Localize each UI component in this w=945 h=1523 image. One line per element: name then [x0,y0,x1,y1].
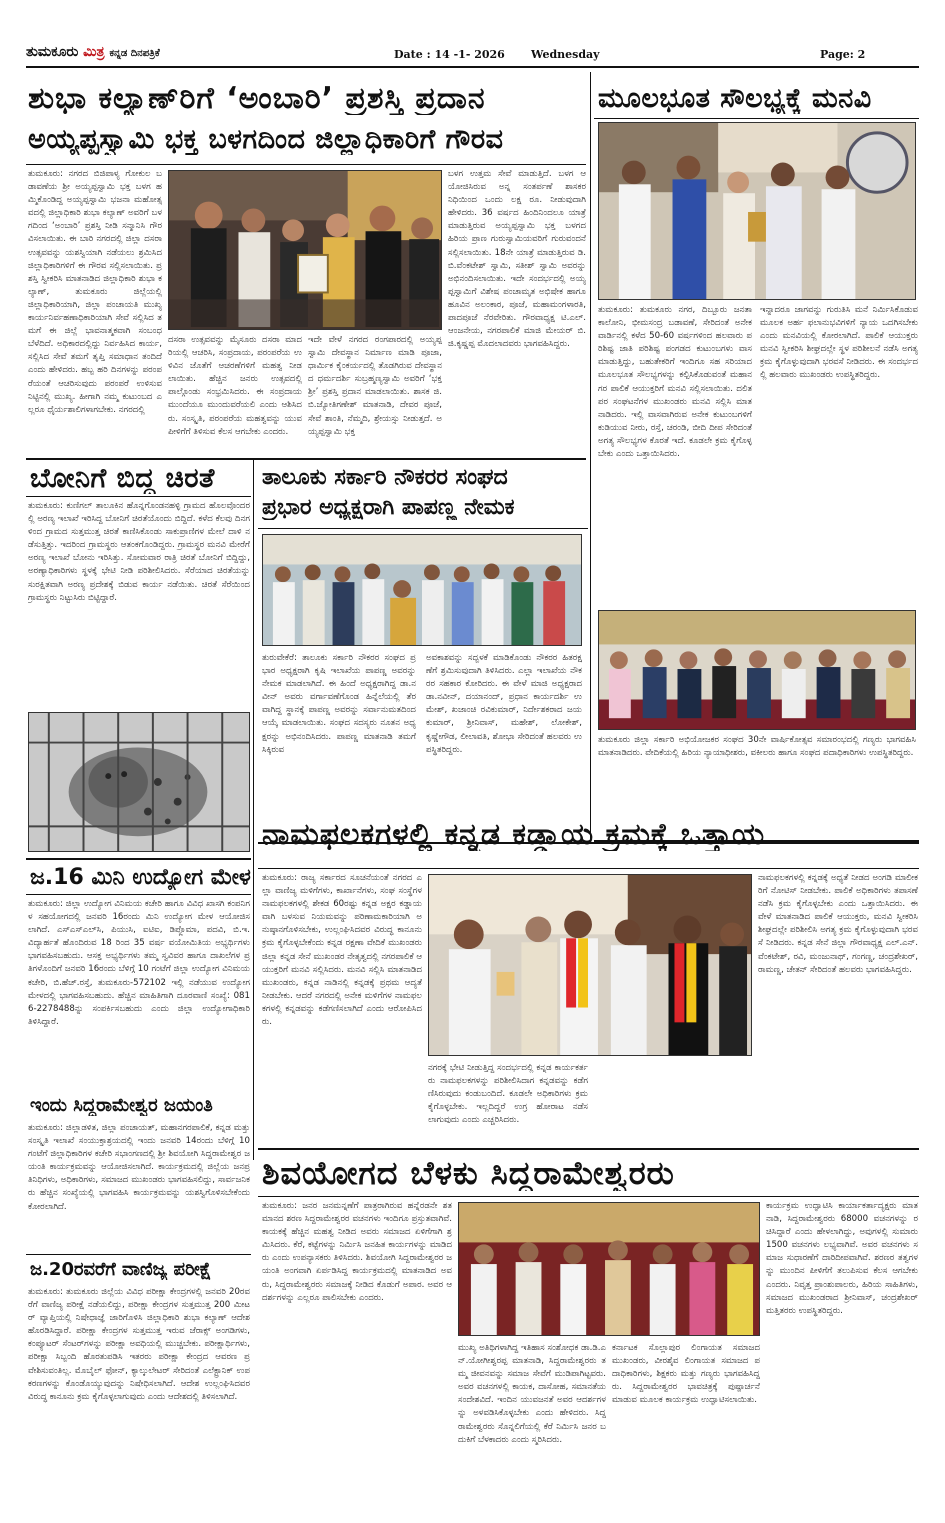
story1-body-col1: ತುಮಕೂರು: ನಗರದ ಬಿಜಿಪಾಳ್ಯ ಗೋಕುಲ ಬಡಾವಣೆಯ ಶ್ರೀ ಅಯ್ಯಪ್ಪಸ್ವಾಮಿ ಭಕ್ತ ಬಳಗ ಹಮ್ಮಿಕೊಂಡಿದ್ದ ಅಯ್ಯಪ್ಪಸ್ವಾಮಿ ಭಜನಾ ಮಹೋತ್ಸವದಲ್ಲಿ ಜಿಲ್ಲಾಧಿಕಾರಿ ಶುಭಾ ಕಲ್ಯಾಣ್ ಅವರಿಗೆ ಬಳಗದಿಂದ ‘ಅಂಬಾರಿ’ ಪ್ರಶಸ್ತಿ ನೀಡಿ ಸನ್ಮಾನಿಸಿ ಗೌರವಿಸಲಾಯಿತು. ಈ ಬಾರಿ ನಗರದಲ್ಲಿ ಜಿಲ್ಲಾ ದಸರಾ ಉತ್ಸವವನ್ನು ಯಶಸ್ವಿಯಾಗಿ ನಡೆಯಲು ಶ್ರಮಿಸಿದ ಜಿಲ್ಲಾಧಿಕಾರಿಗಳಿಗೆ ಈ ಗೌರವ ಸಲ್ಲಿಸಲಾಯಿತು. ಪ್ರಶಸ್ತಿ ಸ್ವೀಕರಿಸಿ ಮಾತನಾಡಿದ ಜಿಲ್ಲಾಧಿಕಾರಿ ಶುಭಾ ಕಲ್ಯಾಣ್, ತುಮಕೂರು ಜಿಲ್ಲೆಯಲ್ಲಿ ಜಿಲ್ಲಾಧಿಕಾರಿಯಾಗಿ, ಜಿಲ್ಲಾ ಪಂಚಾಯತಿ ಮುಖ್ಯ ಕಾರ್ಯನಿರ್ವಹಣಾಧಿಕಾರಿಯಾಗಿ ಸೇವೆ ಸಲ್ಲಿಸಿದ ತಮಗೆ ಈ ಜಿಲ್ಲೆ ಭಾವನಾತ್ಮಕವಾಗಿ ಸಂಬಂಧ ಬೆಳೆದಿದೆ. ಅಧಿಕಾರದಲ್ಲಿದ್ದು ನಿರ್ವಹಿಸಿದ ಕಾರ್ಯ, ಸಲ್ಲಿಸಿದ ಸೇವೆ ತಮಗೆ ತೃಪ್ತಿ ಸಮಾಧಾನ ತಂದಿದೆ ಎಂದು ಹೇಳಿದರು. ಹಬ್ಬ ಹರಿ ದಿನಗಳನ್ನು ಪರಂಪರೆಯಂತೆ ಆಚರಿಸುವುದು ಪರಂಪರೆ ಉಳಿಸುವ ನಿಟ್ಟಿನಲ್ಲಿ ಮುಖ್ಯ. ಹೀಗಾಗಿ ನಮ್ಮ ಕುಟುಂಬದ ಎಲ್ಲರೂ ಧೈರ್ಯಶಾಲಿಗಳಾಗಬೇಕು. ನಗರದಲ್ಲಿ [28,169,162,415]
story1-headline: ಶುಭಾ ಕಲ್ಯಾಣ್‌ರಿಗೆ ‘ಅಂಬಾರಿ’ ಪ್ರಶಸ್ತಿ ಪ್ರದಾನ [28,82,486,115]
story3-headline: ಬೋನಿಗೆ ಬಿದ್ದ ಚಿರತೆ [30,464,215,494]
story1-photo [168,170,442,330]
story6-body: ತುಮಕೂರು: ಜಿಲ್ಲಾಡಳಿತ, ಜಿಲ್ಲಾ ಪಂಚಾಯತ್, ಮಹಾನಗರಪಾಲಿಕೆ, ಕನ್ನಡ ಮತ್ತು ಸಂಸ್ಕೃತಿ ಇಲಾಖೆ ಸಂಯುಕ್ತಾಶ್ರಯದಲ್ಲಿ ಇಂದು ಜನವರಿ 14ರಂದು ಬೆಳಿಗ್ಗೆ 10 ಗಂಟೆಗೆ ಜಿಲ್ಲಾಧಿಕಾರಿಗಳ ಕಚೇರಿ ಸಭಾಂಗಣದಲ್ಲಿ ಶ್ರೀ ಶಿವಯೋಗಿ ಸಿದ್ದರಾಮೇಶ್ವರ ಜಯಂತಿ ಕಾರ್ಯಕ್ರಮವನ್ನು ಆಯೋಜಿಸಲಾಗಿದೆ. ಕಾರ್ಯಕ್ರಮದಲ್ಲಿ ಜಿಲ್ಲೆಯ ಜನಪ್ರತಿನಿಧಿಗಳು, ಅಧಿಕಾರಿಗಳು, ಸಮಾಜದ ಮುಖಂಡರು ಭಾಗವಹಿಸಲಿದ್ದು, ಸಾರ್ವಜನಿಕರು ಹೆಚ್ಚಿನ ಸಂಖ್ಯೆಯಲ್ಲಿ ಭಾಗವಹಿಸಿ ಕಾರ್ಯಕ್ರಮವನ್ನು ಯಶಸ್ವಿಗೊಳಿಸಬೇಕೆಂದು ಕೋರಲಾಗಿದೆ. [28,1123,250,1212]
story4-photo [262,534,582,646]
title-brand: ಮಿತ್ರ [83,44,105,60]
story8-body-col2: ನಗರಕ್ಕೆ ಭೇಟಿ ನೀಡುತ್ತಿದ್ದ ಸಂದರ್ಭದಲ್ಲಿ ಕನ್ನಡ ಕಾರ್ಯಕರ್ತರು ನಾಮಫಲಕಗಳನ್ನು ಪರಿಶೀಲಿಸಿದಾಗ ಕನ್ನಡವನ್ನು ಕಡೆಗಣಿಸಿರುವುದು ಕಂಡುಬಂದಿದೆ. ಕೂಡಲೇ ಅಧಿಕಾರಿಗಳು ಕ್ರಮ ಕೈಗೊಳ್ಳಬೇಕು. ಇಲ್ಲದಿದ್ದರೆ ಉಗ್ರ ಹೋರಾಟ ನಡೆಸಲಾಗುವುದು ಎಂದು ಎಚ್ಚರಿಸಿದರು. [428,1063,588,1126]
divider [26,858,251,860]
story1-body-col3: ಇದೇ ವೇಳೆ ನಗರದ ರಂಗಪಾರದಲ್ಲಿ ಅಯ್ಯಪ್ಪ ಸ್ವಾಮಿ ದೇವಸ್ಥಾನ ನಿರ್ಮಾಣ ಮಾಡಿ ಪೂಜಾ, ಧಾರ್ಮಿಕ ಕೈಂಕರ್ಯದಲ್ಲಿ ತೊಡಗಿರುವ ದೇವಸ್ಥಾನದ ಧರ್ಮದರ್ಶಿ ಸುಬ್ರಹ್ಮಣ್ಯಸ್ವಾಮಿ ಅವರಿಗೆ ‘ಭಕ್ತ ಶ್ರೀ’ ಪ್ರಶಸ್ತಿ ಪ್ರದಾನ ಮಾಡಲಾಯಿತು. ಶಾಸಕ ಜಿ.ಬಿ.ಜ್ಯೋತಿಗಣೇಶ್ ಮಾತನಾಡಿ, ದೇವರ ಪೂಜೆ, ಸೇವೆ ಶಾಂತಿ, ನೆಮ್ಮದಿ, ಶ್ರೇಯಸ್ಸು ನೀಡುತ್ತದೆ. ಅಯ್ಯಪ್ಪಸ್ವಾಮಿ ಭಕ್ತ [308,335,442,437]
story4-subheadline: ಪ್ರಭಾರ ಅಧ್ಯಕ್ಷರಾಗಿ ಪಾಪಣ್ಣ ನೇಮಕ [262,496,515,520]
masthead [26,0,919,72]
story7-body: ತುಮಕೂರು: ತುಮಕೂರು ಜಿಲ್ಲೆಯ ವಿವಿಧ ಪರೀಕ್ಷಾ ಕೇಂದ್ರಗಳಲ್ಲಿ ಜನವರಿ 20ರವರೆಗೆ ವಾಣಿಜ್ಯ ಪರೀಕ್ಷೆ ನಡೆಯಲಿದ್ದು, ಪರೀಕ್ಷಾ ಕೇಂದ್ರಗಳ ಸುತ್ತಮುತ್ತ 200 ಮೀಟರ್ ವ್ಯಾಪ್ತಿಯಲ್ಲಿ ನಿಷೇಧಾಜ್ಞೆ ಜಾರಿಗೊಳಿಸಿ ಜಿಲ್ಲಾಧಿಕಾರಿ ಶುಭಾ ಕಲ್ಯಾಣ್ ಆದೇಶ ಹೊರಡಿಸಿದ್ದಾರೆ. ಪರೀಕ್ಷಾ ಕೇಂದ್ರಗಳ ಸುತ್ತಮುತ್ತ ಇರುವ ಜೆರಾಕ್ಸ್ ಅಂಗಡಿಗಳು, ಕಂಪ್ಯೂಟರ್ ಸೆಂಟರ್‌ಗಳನ್ನು ಪರೀಕ್ಷಾ ಅವಧಿಯಲ್ಲಿ ಮುಚ್ಚಬೇಕು. ಪರೀಕ್ಷಾರ್ಥಿಗಳು, ಪರೀಕ್ಷಾ ಸಿಬ್ಬಂದಿ ಹೊರತುಪಡಿಸಿ ಇತರರು ಪರೀಕ್ಷಾ ಕೇಂದ್ರದ ಆವರಣ ಪ್ರವೇಶಿಸುವಂತಿಲ್ಲ. ಮೊಬೈಲ್ ಫೋನ್, ಕ್ಯಾಲ್ಕುಲೇಟರ್ ಸೇರಿದಂತೆ ಎಲೆಕ್ಟ್ರಾನಿಕ್ ಉಪಕರಣಗಳನ್ನು ಕೊಂಡೊಯ್ಯುವುದನ್ನು ನಿಷೇಧಿಸಲಾಗಿದೆ. ಆದೇಶ ಉಲ್ಲಂಘಿಸಿದವರ ವಿರುದ್ಧ ಕಾನೂನು ಕ್ರಮ ಕೈಗೊಳ್ಳಲಾಗುವುದು ಎಂದು ಆದೇಶದಲ್ಲಿ ತಿಳಿಸಲಾಗಿದೆ. [28,1287,250,1402]
story2-body-col2: ಇನ್ನಾದರೂ ಜಾಗವನ್ನು ಗುರುತಿಸಿ ಮನೆ ನಿರ್ಮಿಸಿಕೊಡುವ ಮೂಲಕ ಅರ್ಹ ಫಲಾನುಭವಿಗಳಿಗೆ ನ್ಯಾಯ ಒದಗಿಸಬೇಕು ಎಂದು ಮನವಿಯಲ್ಲಿ ಕೋರಲಾಗಿದೆ. ಪಾಲಿಕೆ ಆಯುಕ್ತರು ಮನವಿ ಸ್ವೀಕರಿಸಿ ಶೀಘ್ರದಲ್ಲೇ ಸ್ಥಳ ಪರಿಶೀಲನೆ ನಡೆಸಿ ಅಗತ್ಯ ಕ್ರಮ ಕೈಗೊಳ್ಳುವುದಾಗಿ ಭರವಸೆ ನೀಡಿದರು. ಈ ಸಂದರ್ಭದಲ್ಲಿ ಹಲವಾರು ಮುಖಂಡರು ಉಪಸ್ಥಿತರಿದ್ದರು. [760,305,918,381]
story4-body-col1: ತುರುವೇಕೆರೆ: ತಾಲೂಕು ಸರ್ಕಾರಿ ನೌಕರರ ಸಂಘದ ಪ್ರಭಾರ ಅಧ್ಯಕ್ಷರಾಗಿ ಕೃಷಿ ಇಲಾಖೆಯ ಪಾಪಣ್ಣ ಅವರನ್ನು ನೇಮಕ ಮಾಡಲಾಗಿದೆ. ಈ ಹಿಂದೆ ಅಧ್ಯಕ್ಷರಾಗಿದ್ದ ಡಾ.ನವೀನ್ ಅವರು ವರ್ಗಾವಣೆಗೊಂಡ ಹಿನ್ನೆಲೆಯಲ್ಲಿ ತೆರವಾಗಿದ್ದ ಸ್ಥಾನಕ್ಕೆ ಪಾಪಣ್ಣ ಅವರನ್ನು ಸರ್ವಾನುಮತದಿಂದ ಆಯ್ಕೆ ಮಾಡಲಾಯಿತು. ಸಂಘದ ಸದಸ್ಯರು ನೂತನ ಅಧ್ಯಕ್ಷರನ್ನು ಅಭಿನಂದಿಸಿದರು. ಪಾಪಣ್ಣ ಮಾತನಾಡಿ ತಮಗೆ ಸಿಕ್ಕಿರುವ [262,653,416,755]
issue-date: Date : 14 -1- 2026 [394,48,505,61]
story8-headline: ನಾಮಫಲಕಗಳಲ್ಲಿ ಕನ್ನಡ ಕಡ್ಡಾಯ ಕ್ರಮಕ್ಕೆ ಒತ್ತಾಯ [262,818,766,851]
story7-headline: ಜ.20ರವರೆಗೆ ವಾಣಿಜ್ಯ ಪರೀಕ್ಷೆ [30,1260,212,1280]
divider [258,1148,919,1150]
story3-body: ತುಮಕೂರು: ಕುಣಿಗಲ್ ತಾಲೂಕಿನ ಹೊನ್ನಗೊಂಡನಹಳ್ಳಿ ಗ್ರಾಮದ ಹೊಲವೊಂದರಲ್ಲಿ ಅರಣ್ಯ ಇಲಾಖೆ ಇರಿಸಿದ್ದ ಬೋನಿಗೆ ಚಿರತೆಯೊಂದು ಬಿದ್ದಿದೆ. ಕಳೆದ ಕೆಲವು ದಿನಗಳಿಂದ ಗ್ರಾಮದ ಸುತ್ತಮುತ್ತ ಚಿರತೆ ಕಾಣಿಸಿಕೊಂಡು ಸಾಕುಪ್ರಾಣಿಗಳ ಮೇಲೆ ದಾಳಿ ನಡೆಸುತ್ತಿತ್ತು. ಇದರಿಂದ ಗ್ರಾಮಸ್ಥರು ಆತಂಕಗೊಂಡಿದ್ದರು. ಗ್ರಾಮಸ್ಥರ ಮನವಿ ಮೇರೆಗೆ ಅರಣ್ಯ ಇಲಾಖೆ ಬೋನು ಇರಿಸಿತ್ತು. ಸೋಮವಾರ ರಾತ್ರಿ ಚಿರತೆ ಬೋನಿಗೆ ಬಿದ್ದಿದ್ದು, ಅರಣ್ಯಾಧಿಕಾರಿಗಳು ಸ್ಥಳಕ್ಕೆ ಭೇಟಿ ನೀಡಿ ಪರಿಶೀಲಿಸಿದರು. ಸೆರೆಯಾದ ಚಿರತೆಯನ್ನು ಸುರಕ್ಷಿತವಾಗಿ ಅರಣ್ಯ ಪ್ರದೇಶಕ್ಕೆ ಬಿಡುವ ಕಾರ್ಯ ನಡೆಯಿತು. ಚಿರತೆ ಸೆರೆಯಿಂದ ಗ್ರಾಮಸ್ಥರು ನಿಟ್ಟುಸಿರು ಬಿಟ್ಟಿದ್ದಾರೆ. [28,501,250,603]
divider [26,894,251,895]
divider [594,118,919,119]
story1-body-col4: ಬಳಗ ಉತ್ತಮ ಸೇವೆ ಮಾಡುತ್ತಿದೆ. ಬಳಗ ಆಯೋಜಿಸಿರುವ ಅನ್ನ ಸಂತರ್ಪಣೆ ಶಾಸಕರ ನಿಧಿಯಿಂದ ಒಂದು ಲಕ್ಷ ರೂ. ನೀಡುವುದಾಗಿ ಹೇಳಿದರು. 36 ವರ್ಷದ ಹಿಂದಿನಿಂದಲೂ ಯಾತ್ರೆ ಮಾಡುತ್ತಿರುವ ಅಯ್ಯಪ್ಪಸ್ವಾಮಿ ಭಕ್ತ ಬಳಗದ ಹಿರಿಯ ಪ್ರಾಣ ಗುರುಸ್ವಾಮಿಯವರಿಗೆ ಗುರುವಂದನೆ ಸಲ್ಲಿಸಲಾಯಿತು. 18ನೇ ಯಾತ್ರೆ ಮಾಡುತ್ತಿರುವ ಡಿ.ಬಿ.ವೆಂಕಟೇಶ್ ಸ್ವಾಮಿ, ಸತೀಶ್ ಸ್ವಾಮಿ ಅವರನ್ನು ಅಭಿನಂದಿಸಲಾಯಿತು. ಇದೇ ಸಂದರ್ಭದಲ್ಲಿ ಅಯ್ಯಪ್ಪಸ್ವಾಮಿಗೆ ವಿಶೇಷ ಪಂಚಾಮೃತ ಅಭಿಷೇಕ ಹಾಗೂ ಹೂವಿನ ಅಲಂಕಾರ, ಪೂಜೆ, ಮಹಾಮಂಗಳಾರತಿ, ಪಾದಪೂಜೆ ನೆರವೇರಿತು. ಗೌರವಾಧ್ಯಕ್ಷ ಟಿ.ಎಲ್.ಆಂಜನೇಯ, ನಗರಪಾಲಿಕೆ ಮಾಜಿ ಮೇಯರ್ ಬಿ.ಜಿ.ಕೃಷ್ಣಪ್ಪ ಮೊದಲಾದವರು ಭಾಗವಹಿಸಿದ್ದರು. [448,169,586,350]
story1-body-col2: ದಸರಾ ಉತ್ಸವವನ್ನು ಮೈಸೂರು ದಸರಾ ಮಾದರಿಯಲ್ಲಿ ಆಚರಿಸಿ, ಸಂಪ್ರದಾಯ, ಪರಂಪರೆಯ ಉಳಿವಿನ ಜೊತೆಗೆ ಆಚರಣೆಗಳಿಗೆ ಮಹತ್ವ ನೀಡಲಾಯಿತು. ಹೆಚ್ಚಿನ ಜನರು ಉತ್ಸವದಲ್ಲಿ ಪಾಲ್ಗೊಂಡು ಸಂಭ್ರಮಿಸಿದರು. ಈ ಸಂಪ್ರದಾಯ ಮುಂದೆಯೂ ಮುಂದುವರೆಯಲಿ ಎಂದು ಆಶಿಸಿದರು. ಸಂಸ್ಕೃತಿ, ಪರಂಪರೆಯ ಮಹತ್ವವನ್ನು ಯುವಪೀಳಿಗೆಗೆ ತಿಳಿಸುವ ಕೆಲಸ ಆಗಬೇಕು ಎಂದರು. [168,335,302,437]
title-suffix: ಕನ್ನಡ ದಿನಪತ್ರಿಕೆ [109,48,160,59]
story9-body-col3: ಕರ್ನಾಟಕ ಸೊಲ್ಲಾಪುರ ಲಿಂಗಾಯತ ಸಮಾಜದ ಮುಖಂಡರು, ವೀರಶೈವ ಲಿಂಗಾಯತ ಸಮಾಜದ ಪದಾಧಿಕಾರಿಗಳು, ಶಿಕ್ಷಕರು ಮತ್ತು ಗಣ್ಯರು ಭಾಗವಹಿಸಿದ್ದರು. ಸಿದ್ದರಾಮೇಶ್ವರರ ಭಾವಚಿತ್ರಕ್ಕೆ ಪುಷ್ಪಾರ್ಚನೆ ಮಾಡುವ ಮೂಲಕ ಕಾರ್ಯಕ್ರಮ ಉದ್ಘಾಟಿಸಲಾಯಿತು. [612,1343,760,1406]
story9-headline: ಶಿವಯೋಗದ ಬೆಳಕು ಸಿದ್ದರಾಮೇಶ್ವರರು [262,1156,675,1192]
story3-photo-leopard [28,712,250,852]
page-number: Page: 2 [820,48,866,61]
story8-body-col3: ನಾಮಫಲಕಗಳಲ್ಲಿ ಕನ್ನಡಕ್ಕೆ ಅಧ್ಯತೆ ನೀಡದ ಅಂಗಡಿ ಮಾಲೀಕರಿಗೆ ನೋಟಿಸ್ ನೀಡಬೇಕು. ಪಾಲಿಕೆ ಅಧಿಕಾರಿಗಳು ತಪಾಸಣೆ ನಡೆಸಿ ಕ್ರಮ ಕೈಗೊಳ್ಳಬೇಕು ಎಂದು ಒತ್ತಾಯಿಸಿದರು. ಈ ವೇಳೆ ಮಾತನಾಡಿದ ಪಾಲಿಕೆ ಆಯುಕ್ತರು, ಮನವಿ ಸ್ವೀಕರಿಸಿ ಶೀಘ್ರದಲ್ಲೇ ಪರಿಶೀಲಿಸಿ ಅಗತ್ಯ ಕ್ರಮ ಕೈಗೊಳ್ಳುವುದಾಗಿ ಭರವಸೆ ನೀಡಿದರು. ಕನ್ನಡ ಸೇನೆ ಜಿಲ್ಲಾ ಗೌರವಾಧ್ಯಕ್ಷ ಎಲ್.ಎನ್.ವೆಂಕಟೇಶ್, ರವಿ, ಮಂಜುನಾಥ್, ಗಂಗಣ್ಣ, ಚಂದ್ರಶೇಖರ್, ರಾಮಣ್ಣ, ಚೇತನ್ ಸೇರಿದಂತೆ ಹಲವರು ಭಾಗವಹಿಸಿದ್ದರು. [758,873,918,975]
divider [258,528,588,529]
column-divider [590,72,591,842]
masthead-rule [26,66,919,68]
issue-day: Wednesday [531,48,600,61]
story1-subheadline: ಅಯ್ಯಪ್ಪಸ್ವಾಮಿ ಭಕ್ತ ಬಳಗದಿಂದ ಜಿಲ್ಲಾಧಿಕಾರಿಗೆ ಗೌರವ [28,125,504,155]
story2-photo-event [598,610,916,730]
divider [26,164,586,165]
story9-photo [458,1202,760,1336]
newspaper-title [26,44,160,60]
divider [258,1196,919,1197]
divider [26,496,251,497]
story8-body-col1: ತುಮಕೂರು: ರಾಜ್ಯ ಸರ್ಕಾರದ ಸೂಚನೆಯಂತೆ ನಗರದ ಎಲ್ಲಾ ವಾಣಿಜ್ಯ ಮಳಿಗೆಗಳು, ಕಾರ್ಖಾನೆಗಳು, ಸಂಘ ಸಂಸ್ಥೆಗಳ ನಾಮಫಲಕಗಳಲ್ಲಿ ಶೇಕಡ 60ರಷ್ಟು ಕನ್ನಡ ಅಕ್ಷರ ಕಡ್ಡಾಯವಾಗಿ ಬಳಸುವ ನಿಯಮವನ್ನು ಪರಿಣಾಮಕಾರಿಯಾಗಿ ಅನುಷ್ಠಾನಗೊಳಿಸಬೇಕು, ಉಲ್ಲಂಘಿಸಿದವರ ವಿರುದ್ಧ ಕಾನೂನು ಕ್ರಮ ಕೈಗೊಳ್ಳಬೇಕೆಂದು ಕನ್ನಡ ರಕ್ಷಣಾ ವೇದಿಕೆ ಮುಖಂಡರು ಜಿಲ್ಲಾ ಕನ್ನಡ ಸೇನೆ ಮುಖಂಡರ ನೇತೃತ್ವದಲ್ಲಿ ನಗರಪಾಲಿಕೆ ಆಯುಕ್ತರಿಗೆ ಮನವಿ ಸಲ್ಲಿಸಿದರು. ಮನವಿ ಸಲ್ಲಿಸಿ ಮಾತನಾಡಿದ ಮುಖಂಡರು, ಕನ್ನಡ ನಾಡಿನಲ್ಲಿ ಕನ್ನಡಕ್ಕೆ ಪ್ರಥಮ ಆದ್ಯತೆ ನೀಡಬೇಕು. ಆದರೆ ನಗರದಲ್ಲಿ ಅನೇಕ ಮಳಿಗೆಗಳ ನಾಮಫಲಕಗಳಲ್ಲಿ ಕನ್ನಡವನ್ನು ಕಡೆಗಣಿಸಲಾಗಿದೆ ಎಂದು ಆರೋಪಿಸಿದರು. [262,873,422,1028]
divider [26,458,586,460]
divider [26,1254,251,1255]
divider [258,868,919,869]
story5-body: ತುಮಕೂರು: ಜಿಲ್ಲಾ ಉದ್ಯೋಗ ವಿನಿಮಯ ಕಚೇರಿ ಹಾಗೂ ವಿವಿಧ ಖಾಸಗಿ ಕಂಪನಿಗಳ ಸಹಯೋಗದಲ್ಲಿ ಜನವರಿ 16ರಂದು ಮಿನಿ ಉದ್ಯೋಗ ಮೇಳ ಆಯೋಜಿಸಲಾಗಿದೆ. ಎಸ್‌ಎಸ್‌ಎಲ್‌ಸಿ, ಪಿಯುಸಿ, ಐಟಿಐ, ಡಿಪ್ಲೊಮಾ, ಪದವಿ, ಬಿ.ಇ. ವಿದ್ಯಾರ್ಹತೆ ಹೊಂದಿರುವ 18 ರಿಂದ 35 ವರ್ಷ ವಯೋಮಿತಿಯ ಅಭ್ಯರ್ಥಿಗಳು ಭಾಗವಹಿಸಬಹುದು. ಆಸಕ್ತ ಅಭ್ಯರ್ಥಿಗಳು ತಮ್ಮ ಸ್ವವಿವರ ಹಾಗೂ ದಾಖಲೆಗಳ ಪ್ರತಿಗಳೊಂದಿಗೆ ಜನವರಿ 16ರಂದು ಬೆಳಿಗ್ಗೆ 10 ಗಂಟೆಗೆ ಜಿಲ್ಲಾ ಉದ್ಯೋಗ ವಿನಿಮಯ ಕಚೇರಿ, ಬಿ.ಹೆಚ್.ರಸ್ತೆ, ತುಮಕೂರು-572102 ಇಲ್ಲಿ ನಡೆಯುವ ಉದ್ಯೋಗ ಮೇಳದಲ್ಲಿ ಭಾಗವಹಿಸಬಹುದು. ಹೆಚ್ಚಿನ ಮಾಹಿತಿಗಾಗಿ ದೂರವಾಣಿ ಸಂಖ್ಯೆ: 0816-2278488ನ್ನು ಸಂಪರ್ಕಿಸಬಹುದು ಎಂದು ಜಿಲ್ಲಾ ಉದ್ಯೋಗಾಧಿಕಾರಿ ತಿಳಿಸಿದ್ದಾರೆ. [28,899,250,1027]
story8-photo [428,874,752,1056]
story2-photo [598,122,916,300]
story6-headline: ಇಂದು ಸಿದ್ದರಾಮೇಶ್ವರ ಜಯಂತಿ [30,1096,213,1116]
story9-body-col2: ಮುಖ್ಯ ಅತಿಥಿಗಳಾಗಿದ್ದ ಇತಿಹಾಸ ಸಂಶೋಧಕ ಡಾ.ಡಿ.ಎನ್.ಯೋಗೀಶ್ವರಪ್ಪ ಮಾತನಾಡಿ, ಸಿದ್ದರಾಮೇಶ್ವರರು ತಮ್ಮ ಜೀವನವನ್ನು ಸಮಾಜ ಸೇವೆಗೆ ಮುಡಿಪಾಗಿಟ್ಟವರು. ಅವರ ವಚನಗಳಲ್ಲಿ ಕಾಯಕ, ದಾಸೋಹ, ಸಮಾನತೆಯ ಸಂದೇಶವಿದೆ. ಇಂದಿನ ಯುವಜನತೆ ಅವರ ಆದರ್ಶಗಳನ್ನು ಅಳವಡಿಸಿಕೊಳ್ಳಬೇಕು ಎಂದು ಹೇಳಿದರು. ಸಿದ್ದರಾಮೇಶ್ವರರು ಸೊನ್ನಲಿಗೆಯಲ್ಲಿ ಕೆರೆ ನಿರ್ಮಿಸಿ ಜನರ ಬದುಕಿಗೆ ಬೆಳಕಾದರು ಎಂದು ಸ್ಮರಿಸಿದರು. [458,1343,606,1445]
title-prefix: ತುಮಕೂರು [26,44,79,60]
story4-headline: ತಾಲೂಕು ಸರ್ಕಾರಿ ನೌಕರರ ಸಂಘದ [262,466,508,490]
story2-headline: ಮೂಲಭೂತ ಸೌಲಭ್ಯಕ್ಕೆ ಮನವಿ [598,84,872,114]
story5-headline: ಜ.16 ಮಿನಿ ಉದ್ಯೋಗ ಮೇಳ [30,866,251,890]
story2-caption: ತುಮಕೂರು ಜಿಲ್ಲಾ ಸರ್ಕಾರಿ ಅಭಿಯೋಜಕರ ಸಂಘದ 30ನೇ ವಾರ್ಷಿಕೋತ್ಸವ ಸಮಾರಂಭದಲ್ಲಿ ಗಣ್ಯರು ಭಾಗವಹಿಸಿ ಮಾತನಾಡಿದರು. ವೇದಿಕೆಯಲ್ಲಿ ಹಿರಿಯ ನ್ಯಾಯಾಧೀಶರು, ವಕೀಲರು ಹಾಗೂ ಸಂಘದ ಪದಾಧಿಕಾರಿಗಳು ಉಪಸ್ಥಿತರಿದ್ದರು. [598,735,916,759]
column-divider [253,460,254,1160]
story2-body-col1: ತುಮಕೂರು: ತುಮಕೂರು ನಗರ, ದಿಬ್ಬೂರು ಜನತಾ ಕಾಲೋನಿ, ಭೀಮಸಂದ್ರ ಬಡಾವಣೆ, ಸೇರಿದಂತೆ ಅನೇಕ ವಾರ್ಡಿನಲ್ಲಿ ಕಳೆದ 50-60 ವರ್ಷಗಳಿಂದ ಹಲವಾರು ಪರಿಶಿಷ್ಟ ಜಾತಿ ಪರಿಶಿಷ್ಟ ಪಂಗಡದ ಕುಟುಂಬಗಳು ವಾಸ ಮಾಡುತ್ತಿದ್ದು, ಬಹುತೇಕರಿಗೆ ಇಂದಿಗೂ ಸಹ ಸರಿಯಾದ ಮೂಲಭೂತ ಸೌಲಭ್ಯಗಳನ್ನು ಕಲ್ಪಿಸಿಕೊಡುವಂತೆ ಮಹಾನಗರ ಪಾಲಿಕೆ ಆಯುಕ್ತರಿಗೆ ಮನವಿ ಸಲ್ಲಿಸಲಾಯಿತು. ದಲಿತ ಪರ ಸಂಘಟನೆಗಳ ಮುಖಂಡರು ಮನವಿ ಸಲ್ಲಿಸಿ ಮಾತನಾಡಿದರು. ಇಲ್ಲಿ ವಾಸವಾಗಿರುವ ಅನೇಕ ಕುಟುಂಬಗಳಿಗೆ ಕುಡಿಯುವ ನೀರು, ರಸ್ತೆ, ಚರಂಡಿ, ಬೀದಿ ದೀಪ ಸೇರಿದಂತೆ ಅಗತ್ಯ ಸೌಲಭ್ಯಗಳ ಕೊರತೆ ಇದೆ. ಕೂಡಲೇ ಕ್ರಮ ಕೈಗೊಳ್ಳಬೇಕು ಎಂದು ಒತ್ತಾಯಿಸಿದರು. [598,305,752,460]
story9-body-col1: ತುಮಕೂರು: ಜನರ ಜನಮನ್ನಣೆಗೆ ಪಾತ್ರರಾಗಿರುವ ಹನ್ನೆರಡನೇ ಶತಮಾನದ ಶರಣ ಸಿದ್ದರಾಮೇಶ್ವರರ ವಚನಗಳು ಇಂದಿಗೂ ಪ್ರಸ್ತುತವಾಗಿವೆ. ಕಾಯಕಕ್ಕೆ ಹೆಚ್ಚಿನ ಮಹತ್ವ ನೀಡಿದ ಅವರು ಸಮಾಜದ ಏಳಿಗೆಗಾಗಿ ಶ್ರಮಿಸಿದರು. ಕೆರೆ, ಕಟ್ಟೆಗಳನ್ನು ನಿರ್ಮಿಸಿ ಜನಹಿತ ಕಾರ್ಯಗಳನ್ನು ಮಾಡಿದರು ಎಂದು ಉಪನ್ಯಾಸಕರು ತಿಳಿಸಿದರು. ಶಿವಯೋಗಿ ಸಿದ್ದರಾಮೇಶ್ವರರ ಜಯಂತಿ ಅಂಗವಾಗಿ ಏರ್ಪಡಿಸಿದ್ದ ಕಾರ್ಯಕ್ರಮದಲ್ಲಿ ಮಾತನಾಡಿದ ಅವರು, ಸಿದ್ದರಾಮೇಶ್ವರರು ಸಮಾಜಕ್ಕೆ ನೀಡಿದ ಕೊಡುಗೆ ಅಪಾರ. ಅವರ ಆದರ್ಶಗಳನ್ನು ಎಲ್ಲರೂ ಪಾಲಿಸಬೇಕು ಎಂದರು. [262,1201,452,1303]
story9-body-col4: ಕಾರ್ಯಕ್ರಮ ಉದ್ಘಾಟಿಸಿ ಕಾರ್ಯಾಕರ್ತಾದ್ಯಕ್ಷರು ಮಾತನಾಡಿ, ಸಿದ್ದರಾಮೇಶ್ವರರು 68000 ವಚನಗಳನ್ನು ರಚಿಸಿದ್ದಾರೆ ಎಂದು ಹೇಳಲಾಗಿದ್ದು, ಅವುಗಳಲ್ಲಿ ಸುಮಾರು 1500 ವಚನಗಳು ಲಭ್ಯವಾಗಿವೆ. ಅವರ ವಚನಗಳು ಸಮಾಜ ಸುಧಾರಣೆಗೆ ದಾರಿದೀಪವಾಗಿವೆ. ಶರಣರ ತತ್ವಗಳನ್ನು ಮುಂದಿನ ಪೀಳಿಗೆಗೆ ತಲುಪಿಸುವ ಕೆಲಸ ಆಗಬೇಕು ಎಂದರು. ನಿವೃತ್ತ ಪ್ರಾಂಶುಪಾಲರು, ಹಿರಿಯ ಸಾಹಿತಿಗಳು, ಸಮಾಜದ ಮುಖಂಡರಾದ ಶ್ರೀನಿವಾಸ್, ಚಂದ್ರಶೇಖರ್ ಮತ್ತಿತರರು ಉಪಸ್ಥಿತರಿದ್ದರು. [766,1201,918,1316]
story4-body-col2: ಅವಕಾಶವನ್ನು ಸದ್ಬಳಕೆ ಮಾಡಿಕೊಂಡು ನೌಕರರ ಹಿತರಕ್ಷಣೆಗೆ ಶ್ರಮಿಸುವುದಾಗಿ ತಿಳಿಸಿದರು. ಎಲ್ಲಾ ಇಲಾಖೆಯ ನೌಕರರ ಸಹಕಾರ ಕೋರಿದರು. ಈ ವೇಳೆ ಮಾಜಿ ಅಧ್ಯಕ್ಷರಾದ ಡಾ.ನವೀನ್, ದಯಾನಂದ್, ಪ್ರಧಾನ ಕಾರ್ಯದರ್ಶಿ ಉಮೇಶ್, ಖಜಾಂಚಿ ರವಿಕುಮಾರ್, ನಿರ್ದೇಶಕರಾದ ಜಯಕುಮಾರ್, ಶ್ರೀನಿವಾಸ್, ಮಹೇಶ್, ಲೋಕೇಶ್, ಕೃಷ್ಣೇಗೌಡ, ಲೀಲಾವತಿ, ಶೋಭಾ ಸೇರಿದಂತೆ ಹಲವರು ಉಪಸ್ಥಿತರಿದ್ದರು. [426,653,582,755]
